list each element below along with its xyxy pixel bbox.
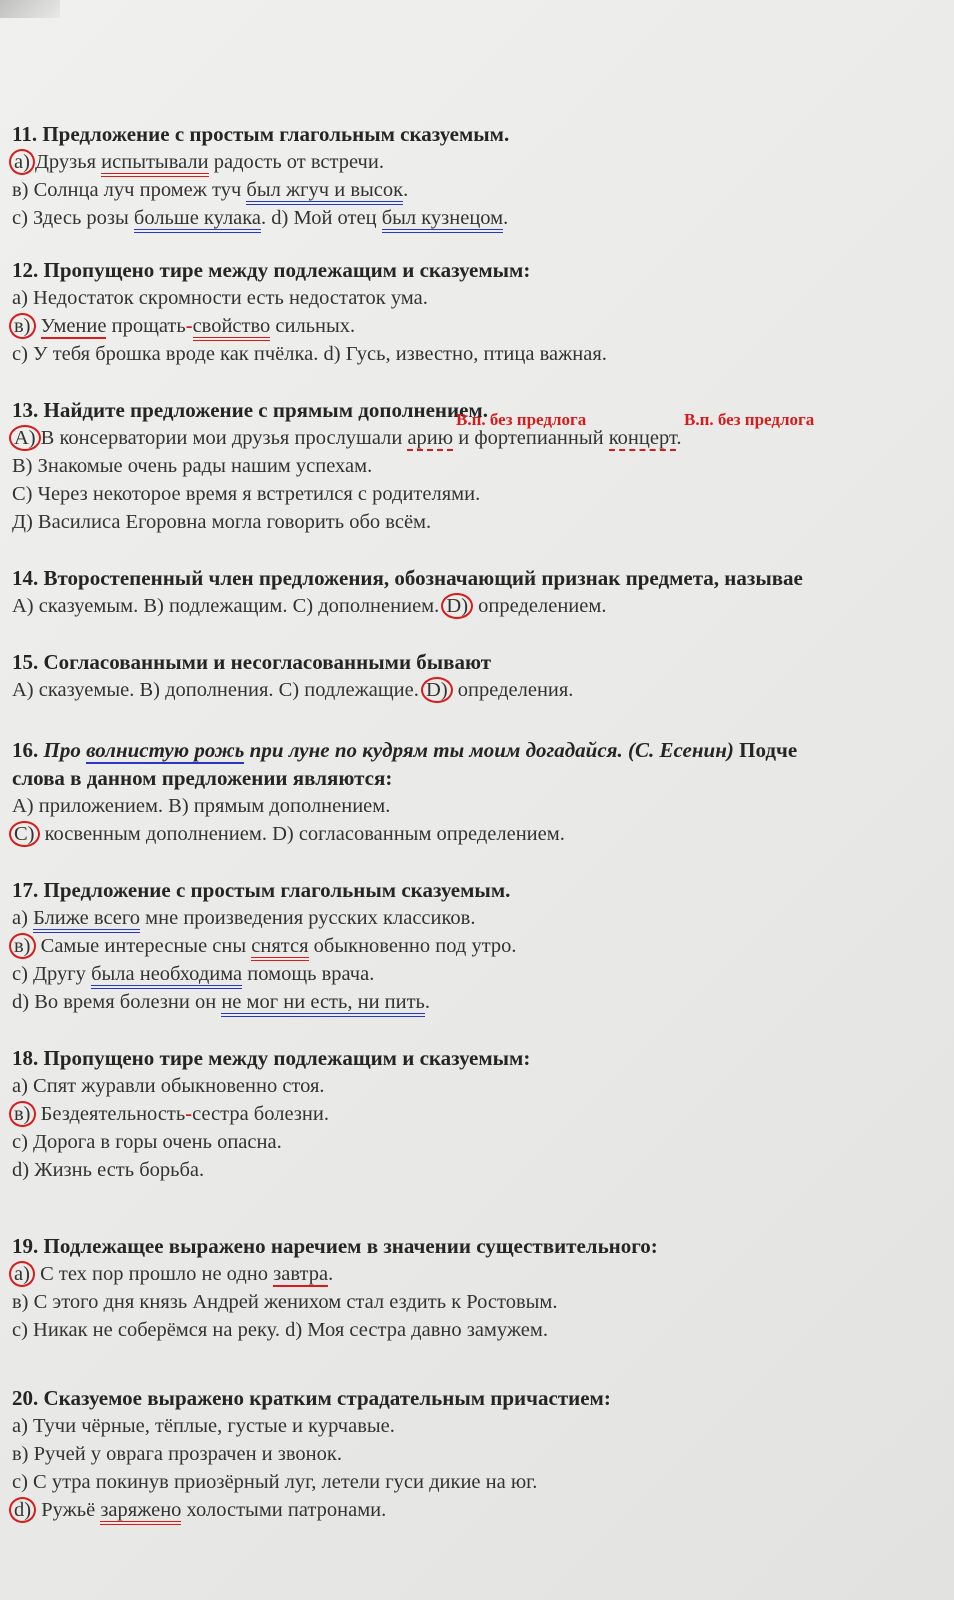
- question-title: 16. Про волнистую рожь при луне по кудрям ты моим догадайся. (С. Есенин) Подче: [12, 738, 798, 762]
- option-a: а) Тучи чёрные, тёплые, густые и курчавые.: [12, 1415, 395, 1437]
- inserted-dash: -: [185, 315, 193, 337]
- handwritten-note: В.п. без предлога: [684, 410, 815, 429]
- underlined-predicate: Ближе всего: [33, 907, 140, 933]
- option-a: а) С тех пор прошло не одно завтра.: [12, 1260, 954, 1288]
- option-d: d) Ружьё заряжено холостыми патронами.: [12, 1496, 954, 1524]
- option-a: а) Спят журавли обыкновенно стоя.: [12, 1075, 325, 1097]
- option-b: в) Самые интересные сны снятся обыкновенно под утро.: [12, 932, 954, 960]
- question-title: 19. Подлежащее выражено наречием в значении существительного:: [12, 1234, 658, 1258]
- underlined-subject: завтра: [273, 1263, 329, 1285]
- option-a: а) Ближе всего мне произведения русских классиков.: [12, 904, 954, 932]
- handwritten-note: В.п. без предлога: [456, 410, 587, 429]
- question-title: 17. Предложение с простым глагольным сказуемым.: [12, 878, 511, 902]
- underlined-object: арию: [407, 427, 454, 449]
- question-11: [12, 120, 954, 232]
- underlined-predicate: заряжено: [100, 1499, 181, 1525]
- answer-circle: А): [9, 425, 41, 451]
- answer-circle: С): [9, 821, 40, 847]
- underlined-subject: Умение: [40, 315, 107, 337]
- underlined-predicate: свойство: [193, 315, 271, 341]
- answer-circle: в): [9, 313, 36, 339]
- option-a: А) В консерватории мои друзья прослушали арию и фортепианный концерт.: [12, 424, 954, 452]
- question-title: 18. Пропущено тире между подлежащим и сказуемым:: [12, 1046, 531, 1070]
- option-c-d: с) У тебя брошка вроде как пчёлка. d) Гусь, известно, птица важная.: [12, 343, 607, 365]
- underlined-predicate: был кузнецом: [382, 207, 503, 233]
- option-d: d) Жизнь есть борьба.: [12, 1159, 205, 1181]
- option-c: с) С утра покинув приозёрный луг, летели гуси дикие на юг.: [12, 1471, 538, 1493]
- question-19: [12, 1232, 954, 1344]
- answer-circle: D): [421, 677, 453, 703]
- question-20: [12, 1384, 954, 1524]
- question-title-line2: слова в данном предложении являются:: [12, 766, 393, 790]
- option-b: в) Бездеятельность-сестра болезни.: [12, 1100, 954, 1128]
- option-c: с) Другу была необходима помощь врача.: [12, 960, 954, 988]
- question-title: 15. Согласованными и несогласованными бывают: [12, 650, 492, 674]
- inserted-dash: -: [185, 1103, 193, 1125]
- question-title: 14. Второстепенный член предложения, обозначающий признак предмета, называе: [12, 566, 803, 590]
- underlined-predicate: испытывали: [101, 151, 208, 177]
- underlined-words: волнистую рожь: [86, 738, 245, 762]
- question-14: [12, 564, 954, 620]
- option-a: а) Недостаток скромности есть недостаток ума.: [12, 287, 428, 309]
- question-12: [12, 256, 954, 368]
- question-title: 13. Найдите предложение с прямым дополнением.: [12, 398, 488, 422]
- option-d: Д) Василиса Егоровна могла говорить обо всём.: [12, 511, 432, 533]
- answer-circle: в): [9, 1101, 36, 1127]
- underlined-object: концерт: [608, 427, 677, 449]
- options: А) сказуемые. В) дополнения. С) подлежащие. D) определения.: [12, 679, 574, 701]
- option-c-d: с) Никак не соберёмся на реку. d) Моя сестра давно замужем.: [12, 1319, 548, 1341]
- underlined-predicate: больше кулака: [134, 207, 261, 233]
- question-title: 20. Сказуемое выражено кратким страдательным причастием:: [12, 1386, 611, 1410]
- question-18: [12, 1044, 954, 1184]
- option-b: в) С этого дня князь Андрей женихом стал ездить к Ростовым.: [12, 1291, 558, 1313]
- answer-circle: D): [441, 593, 473, 619]
- option-c-d: с) Здесь розы больше кулака. d) Мой отец был кузнецом.: [12, 204, 954, 232]
- option-c: С) Через некоторое время я встретился с родителями.: [12, 483, 481, 505]
- question-title: 11. Предложение с простым глагольным сказуемым.: [12, 122, 510, 146]
- page-corner-shadow: [0, 0, 60, 18]
- option-b: в) Ручей у оврага прозрачен и звонок.: [12, 1443, 342, 1465]
- option-a: а) Друзья испытывали радость от встречи.: [12, 148, 954, 176]
- question-title: 12. Пропущено тире между подлежащим и сказуемым:: [12, 258, 531, 282]
- answer-circle: в): [9, 933, 36, 959]
- option-c-d: С) косвенным дополнением. D) согласованным определением.: [12, 820, 954, 848]
- answer-circle: а): [9, 1261, 35, 1287]
- question-13: [12, 396, 954, 536]
- answer-circle: а): [9, 149, 35, 175]
- option-b: в) Солнца луч промеж туч был жгуч и высок.: [12, 176, 954, 204]
- option-a-b: А) приложением. В) прямым дополнением.: [12, 795, 391, 817]
- answer-circle: d): [9, 1497, 36, 1523]
- option-b: в) Умение прощать-свойство сильных.: [12, 312, 954, 340]
- underlined-predicate: не мог ни есть, ни пить: [221, 991, 425, 1017]
- question-16: [12, 736, 954, 848]
- question-17: [12, 876, 954, 1016]
- underlined-predicate: была необходима: [91, 963, 242, 989]
- option-b: В) Знакомые очень рады нашим успехам.: [12, 455, 373, 477]
- option-d: d) Во время болезни он не мог ни есть, ни пить.: [12, 988, 954, 1016]
- underlined-predicate: снятся: [251, 935, 308, 961]
- underlined-predicate: был жгуч и высок: [246, 179, 403, 205]
- options: А) сказуемым. В) подлежащим. С) дополнением. D) определением.: [12, 595, 607, 617]
- option-c: с) Дорога в горы очень опасна.: [12, 1131, 282, 1153]
- question-15: [12, 648, 954, 704]
